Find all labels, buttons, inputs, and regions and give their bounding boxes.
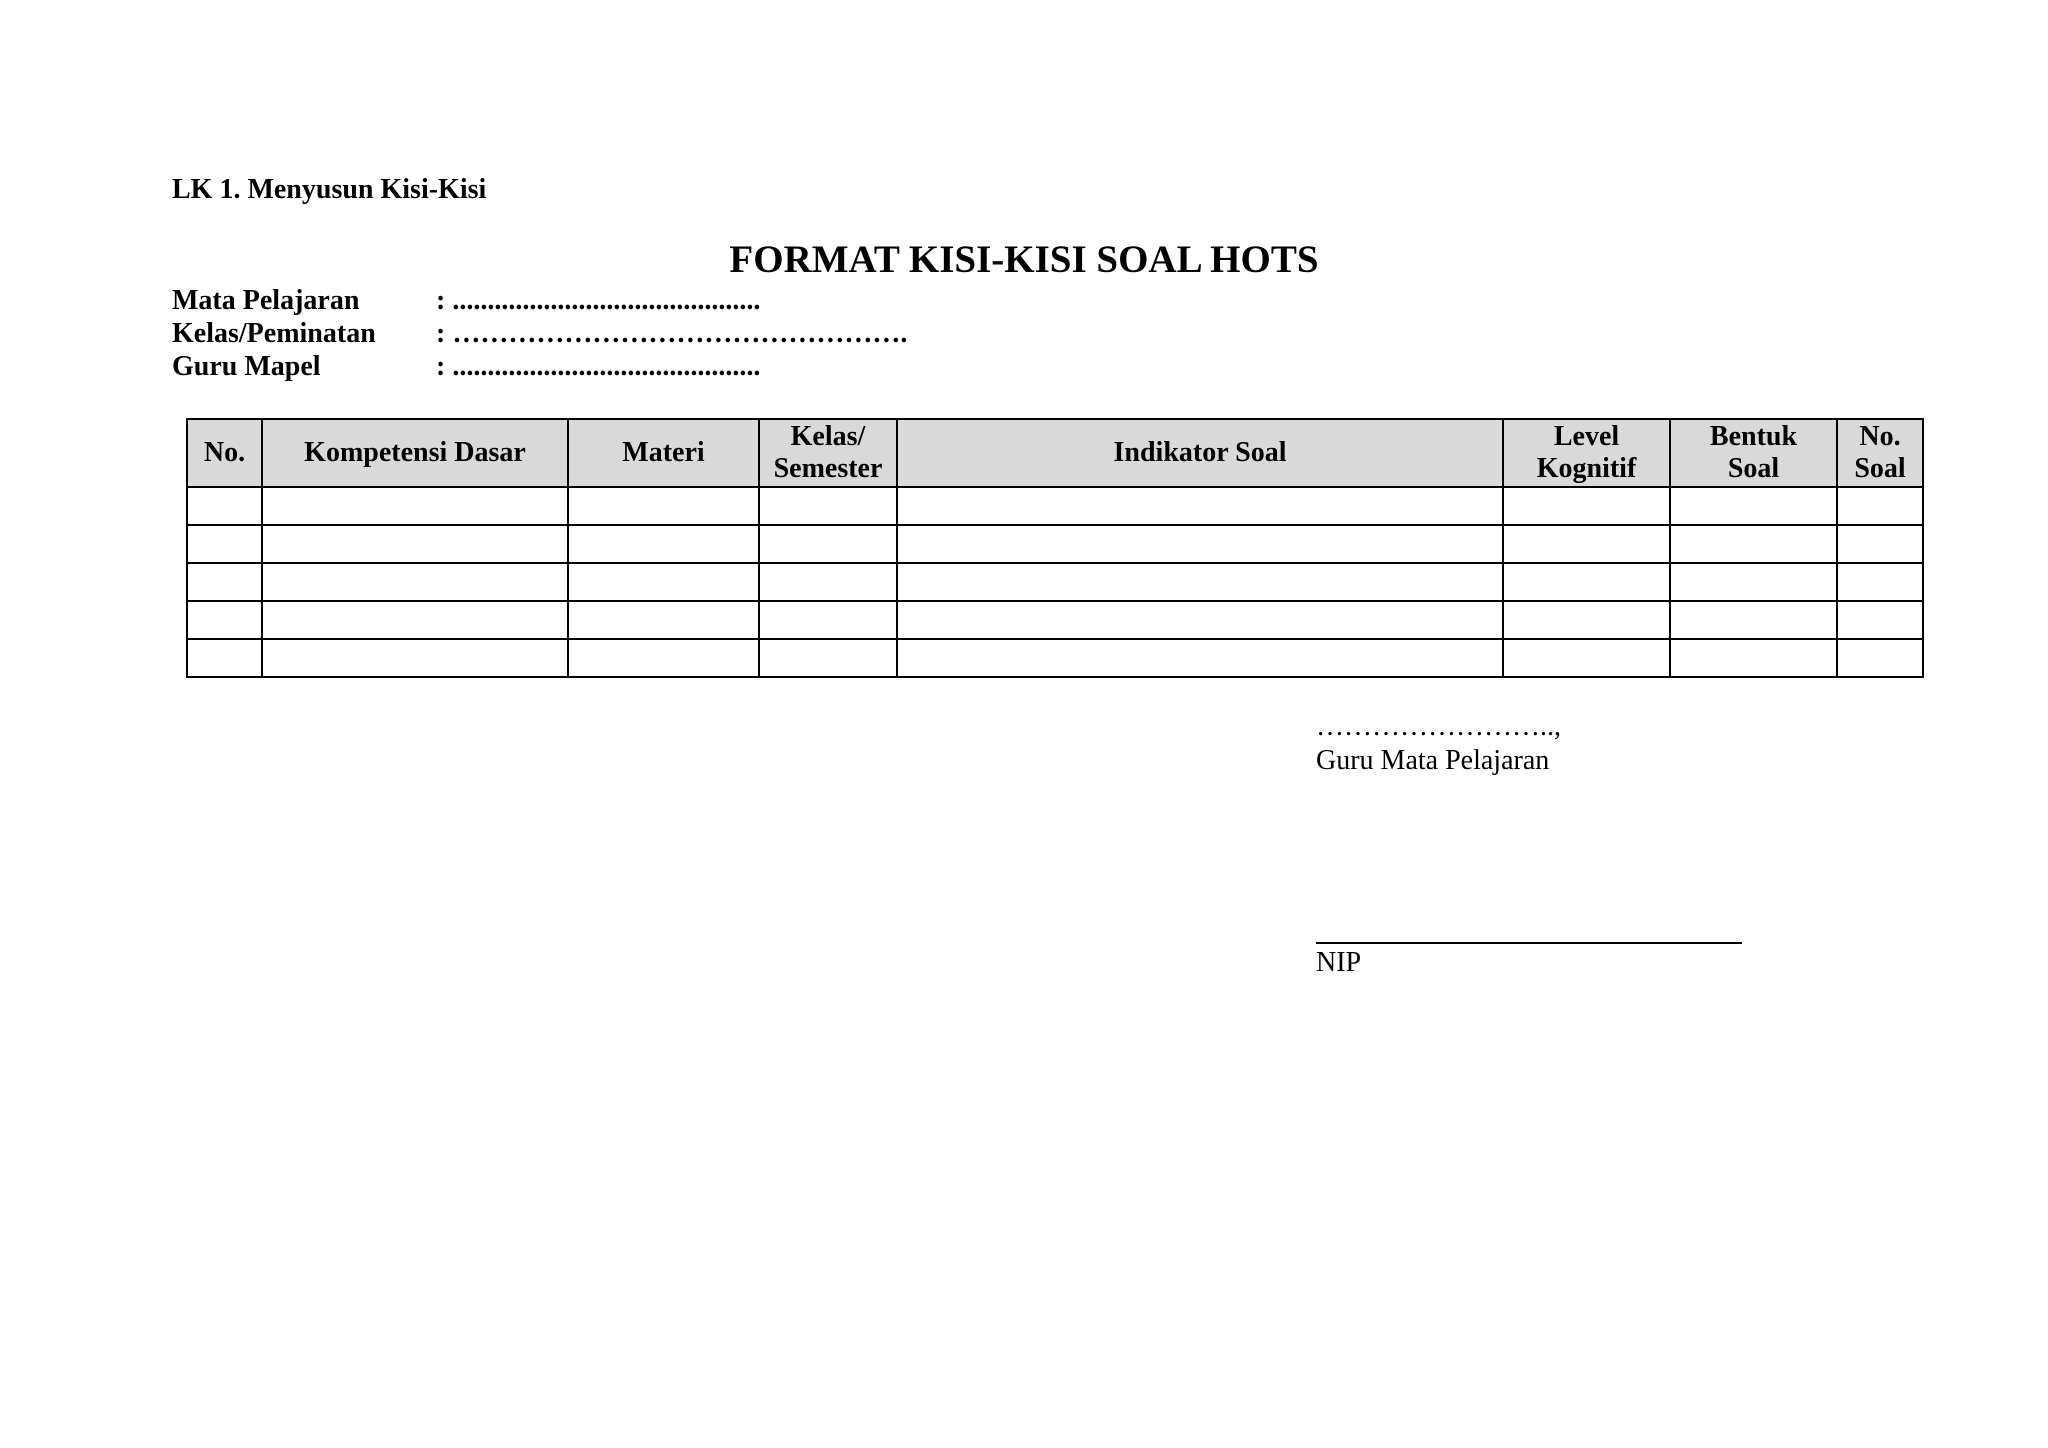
column-header-kompetensi-dasar: Kompetensi Dasar	[262, 419, 568, 487]
table-row	[187, 525, 1923, 563]
table-cell[interactable]	[759, 525, 897, 563]
table-cell[interactable]	[187, 525, 262, 563]
table-cell[interactable]	[1503, 601, 1670, 639]
field-kelas-peminatan	[172, 317, 907, 350]
table-cell[interactable]	[262, 487, 568, 525]
table-cell[interactable]	[1670, 639, 1837, 677]
signature-line	[1316, 942, 1742, 944]
table-row	[187, 487, 1923, 525]
table-row	[187, 639, 1923, 677]
table-cell[interactable]	[897, 487, 1503, 525]
table-cell[interactable]	[187, 487, 262, 525]
table-cell[interactable]	[1837, 601, 1923, 639]
table-cell[interactable]	[897, 525, 1503, 563]
table-cell[interactable]	[1670, 601, 1837, 639]
table-cell[interactable]	[897, 563, 1503, 601]
table-cell[interactable]	[1503, 639, 1670, 677]
table-cell[interactable]	[1837, 487, 1923, 525]
table-cell[interactable]	[187, 563, 262, 601]
field-guru-mapel	[172, 350, 907, 383]
column-header-no: No.	[187, 419, 262, 487]
table-cell[interactable]	[1503, 525, 1670, 563]
field-blank: : ………………………………………….	[436, 318, 908, 349]
table-cell[interactable]	[568, 563, 759, 601]
page-title: FORMAT KISI-KISI SOAL HOTS	[729, 238, 1319, 281]
field-blank: : ............................................	[436, 285, 761, 316]
table-cell[interactable]	[262, 601, 568, 639]
field-label: Mata Pelajaran	[172, 285, 360, 316]
worksheet-label: LK 1. Menyusun Kisi-Kisi	[172, 174, 487, 205]
field-blank: : ............................................	[436, 351, 761, 382]
table-cell[interactable]	[897, 639, 1503, 677]
table-cell[interactable]	[568, 601, 759, 639]
table-cell[interactable]	[1837, 639, 1923, 677]
table-cell[interactable]	[1670, 563, 1837, 601]
identity-fields	[172, 284, 907, 383]
nip-label: NIP	[1316, 947, 1362, 978]
table-cell[interactable]	[262, 563, 568, 601]
column-header-kelas-semester: Kelas/ Semester	[759, 419, 897, 487]
table-cell[interactable]	[1670, 487, 1837, 525]
table-row	[187, 601, 1923, 639]
table-cell[interactable]	[759, 639, 897, 677]
table-cell[interactable]	[897, 601, 1503, 639]
table-cell[interactable]	[187, 639, 262, 677]
table-cell[interactable]	[1503, 487, 1670, 525]
table-cell[interactable]	[759, 601, 897, 639]
table-cell[interactable]	[1837, 563, 1923, 601]
column-header-materi: Materi	[568, 419, 759, 487]
table-cell[interactable]	[262, 639, 568, 677]
table-header-row	[187, 419, 1923, 487]
column-header-no-soal: No. Soal	[1837, 419, 1923, 487]
table-body	[187, 487, 1923, 677]
table-cell[interactable]	[568, 639, 759, 677]
column-header-indikator-soal: Indikator Soal	[897, 419, 1503, 487]
column-header-level-kognitif: Level Kognitif	[1503, 419, 1670, 487]
signer-role: Guru Mata Pelajaran	[1316, 745, 1550, 776]
signature-block	[1316, 710, 1561, 778]
table-cell[interactable]	[568, 525, 759, 563]
field-label: Guru Mapel	[172, 351, 321, 382]
table-cell[interactable]	[187, 601, 262, 639]
table-cell[interactable]	[759, 487, 897, 525]
field-label: Kelas/Peminatan	[172, 318, 376, 349]
column-header-bentuk-soal: Bentuk Soal	[1670, 419, 1837, 487]
table-cell[interactable]	[568, 487, 759, 525]
place-date-blank: ……………………..,	[1316, 711, 1561, 742]
field-mata-pelajaran	[172, 284, 907, 317]
table-cell[interactable]	[759, 563, 897, 601]
table-cell[interactable]	[262, 525, 568, 563]
table-row	[187, 563, 1923, 601]
kisi-kisi-table	[186, 418, 1924, 678]
table-cell[interactable]	[1503, 563, 1670, 601]
table-cell[interactable]	[1670, 525, 1837, 563]
table-cell[interactable]	[1837, 525, 1923, 563]
